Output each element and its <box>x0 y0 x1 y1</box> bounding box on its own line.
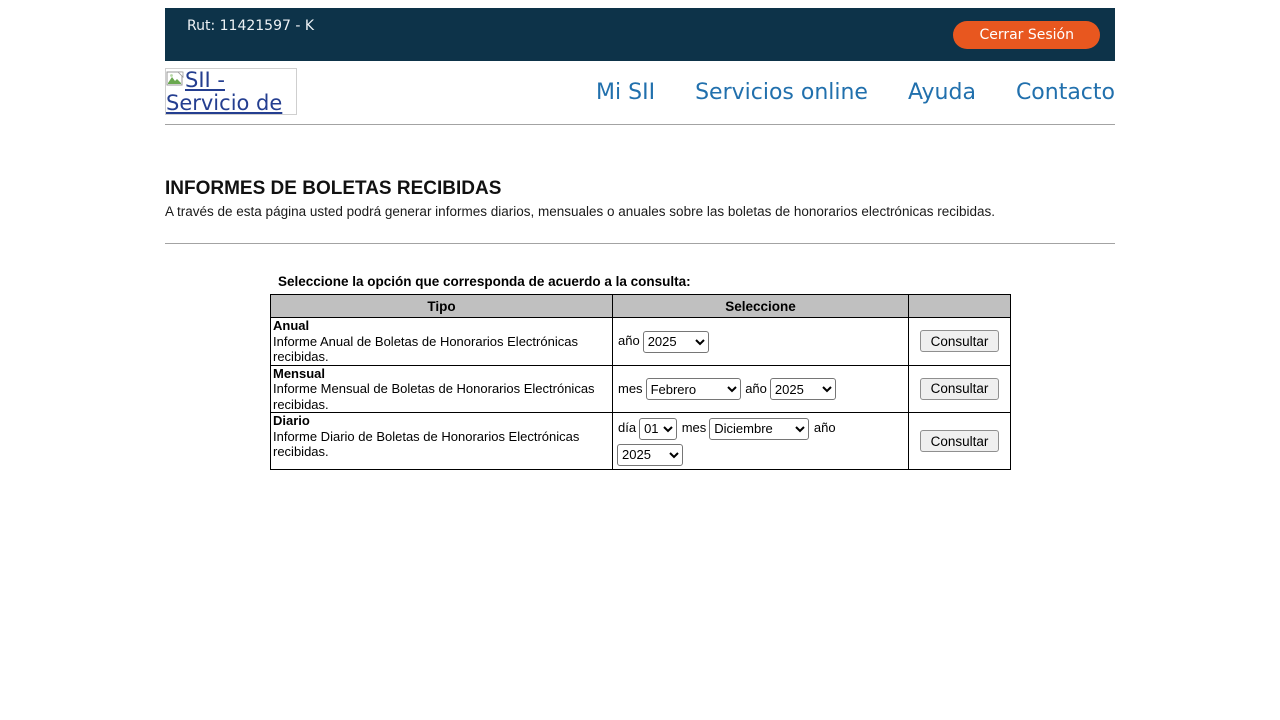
field-label-mes: mes <box>618 380 643 396</box>
table-header-row <box>271 295 1011 318</box>
logout-button[interactable]: Cerrar Sesión <box>953 21 1100 49</box>
nav-servicios-online[interactable]: Servicios online <box>695 80 868 105</box>
consulta-section <box>270 274 1010 470</box>
consultar-button-mensual[interactable]: Consultar <box>920 378 999 400</box>
report-description: Informe Mensual de Boletas de Honorarios Electrónicas recibidas. <box>273 381 595 412</box>
consultar-button-diario[interactable]: Consultar <box>920 430 999 452</box>
report-row-anual <box>271 318 1011 366</box>
field-label-ano: año <box>618 333 640 349</box>
report-type-label: Mensual <box>273 365 326 381</box>
page-container <box>165 8 1115 470</box>
report-row-diario <box>271 413 1011 470</box>
report-description: Informe Diario de Boletas de Honorarios Electrónicas recibidas. <box>273 428 580 459</box>
topbar <box>165 8 1115 61</box>
report-type-cell <box>271 318 613 366</box>
diario-ano-select[interactable] <box>617 444 683 466</box>
mensual-mes-select[interactable] <box>646 378 741 400</box>
sii-logo-broken-image[interactable] <box>165 68 297 115</box>
anual-ano-select[interactable] <box>643 331 709 353</box>
rut-label: Rut: 11421597 - K <box>187 18 315 34</box>
page-subtitle: A través de esta página usted podrá generar informes diarios, mensuales o anuales sobre las boletas de honorarios electrónicas recibidas. <box>165 204 995 219</box>
field-label-dia: día <box>618 420 637 435</box>
table-caption: Seleccione la opción que corresponda de acuerdo a la consulta: <box>278 274 691 289</box>
report-filters-cell <box>613 413 909 470</box>
page-title: INFORMES DE BOLETAS RECIBIDAS <box>165 178 502 199</box>
diario-dia-select[interactable] <box>639 418 677 440</box>
consultar-button-anual[interactable]: Consultar <box>920 330 999 352</box>
column-header-tipo: Tipo <box>271 295 613 318</box>
report-action-cell <box>909 365 1011 413</box>
field-label-mes: mes <box>681 420 707 435</box>
report-type-label: Anual <box>273 318 310 333</box>
header-divider <box>165 124 1115 125</box>
reports-table <box>270 294 1011 470</box>
report-filters-cell <box>613 318 909 366</box>
nav-ayuda[interactable]: Ayuda <box>907 80 976 105</box>
column-header-empty <box>909 295 1011 318</box>
report-action-cell <box>909 318 1011 366</box>
logo-alt-text: SII - Servicio de <box>166 68 283 115</box>
nav-contacto[interactable]: Contacto <box>1015 80 1115 105</box>
report-action-cell <box>909 413 1011 470</box>
header-row <box>165 61 1115 124</box>
report-type-label: Diario <box>273 413 310 428</box>
column-header-seleccione: Seleccione <box>613 295 909 318</box>
report-type-cell <box>271 365 613 413</box>
diario-mes-select[interactable] <box>709 418 809 440</box>
mensual-ano-select[interactable] <box>770 378 836 400</box>
broken-image-icon <box>166 69 184 92</box>
report-description: Informe Anual de Boletas de Honorarios Electrónicas recibidas. <box>273 333 578 364</box>
field-label-ano: año <box>813 420 836 435</box>
nav-mi-sii[interactable]: Mi SII <box>596 80 656 105</box>
logout-wrap <box>953 8 1115 61</box>
main-nav <box>596 61 1115 124</box>
report-row-mensual <box>271 365 1011 413</box>
content-divider <box>165 243 1115 244</box>
report-filters-cell <box>613 365 909 413</box>
report-type-cell <box>271 413 613 470</box>
field-label-ano: año <box>745 380 767 396</box>
